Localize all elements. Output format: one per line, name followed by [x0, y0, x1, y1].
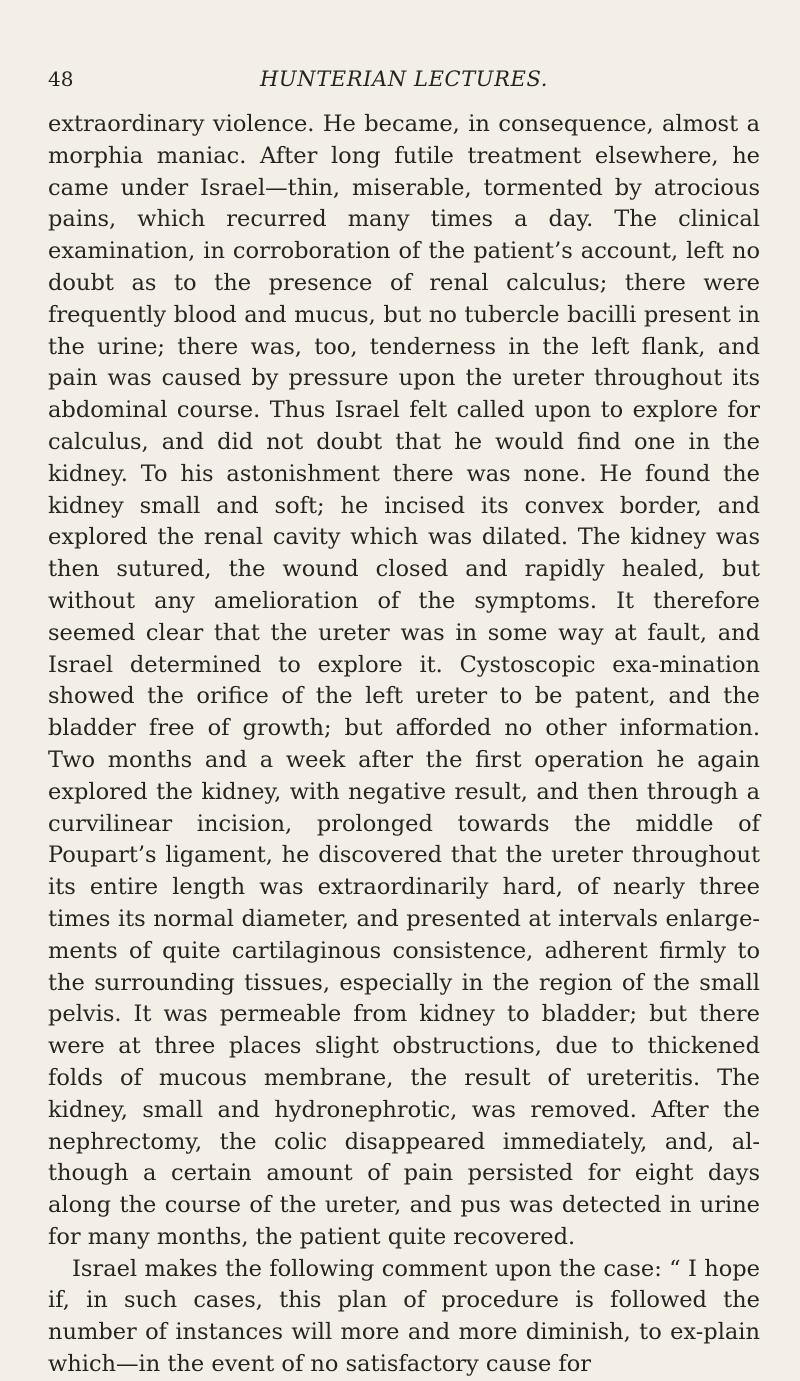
- paragraph-israel-comment: Israel makes the following comment upon the case: “ I hope if, in such cases, this plan of procedure is followed the number of instances will more and more diminish, to ex-plain which—in the event of no satisfactory cause for: [48, 1255, 760, 1378]
- page-number: 48: [48, 67, 74, 91]
- paragraph-case-continuation: extraordinary violence. He became, in consequence, almost a morphia maniac. After long futile treatment elsewhere, he came under Israel—thin, miserable, tormented by atrocious pains, which recurred many times a day. The clinical examination, in corroboration of the patient’s account, left no doubt as to the presence of renal calculus; there were frequently blood and mucus, but no tubercle bacilli present in the urine; there was, too, tenderness in the left flank, and pain was caused by pressure upon the ureter throughout its abdominal course. Thus Israel felt called upon to explore for calculus, and did not doubt that he would find one in the kidney. To his astonishment there was none. He found the kidney small and soft; he incised its convex border, and explored the renal cavity which was dilated. The kidney was then sutured, the wound closed and rapidly healed, but without any amelioration of the symptoms. It therefore seemed clear that the ureter was in some way at fault, and Israel determined to explore it. Cystoscopic exa-mination showed the orifice of the left ureter to be patent, and the bladder free of growth; but afforded no other information. Two months and a week after the first operation he again explored the kidney, with negative result, and then through a curvilinear incision, prolonged towards the middle of Poupart’s ligament, he discovered that the ureter throughout its entire length was extraordinarily hard, of nearly three times its normal diameter, and presented at intervals enlarge-ments of quite cartilaginous consistence, adherent firmly to the surrounding tissues, especially in the region of the small pelvis. It was permeable from kidney to bladder; but there were at three places slight obstructions, due to thickened folds of mucous membrane, the result of ureteritis. The kidney, small and hydronephrotic, was removed. After the nephrectomy, the colic disappeared immediately, and, al-though a certain amount of pain persisted for eight days along the course of the ureter, and pus was detected in urine for many months, the patient quite recovered.: [48, 111, 760, 1250]
- body-text: [48, 109, 760, 1381]
- running-title: HUNTERIAN LECTURES.: [260, 67, 548, 91]
- running-head: [48, 64, 760, 94]
